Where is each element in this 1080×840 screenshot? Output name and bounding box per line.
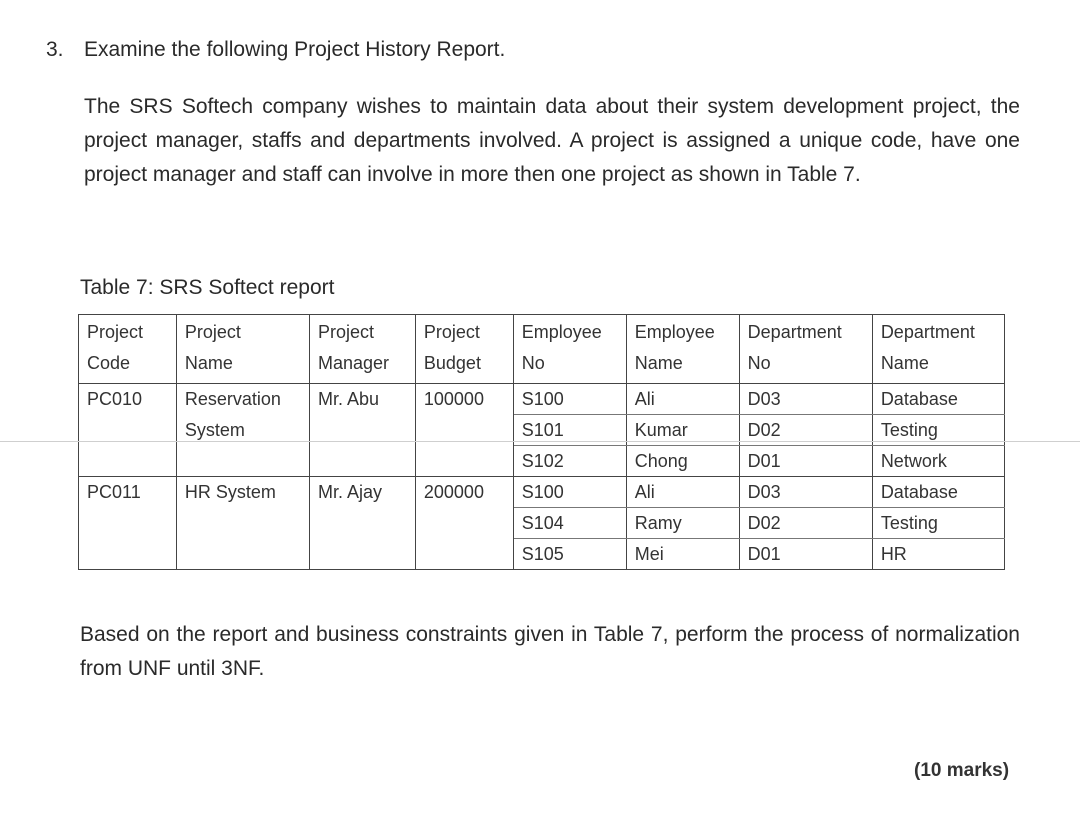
project-budget-cell: 200000 — [415, 477, 513, 508]
employee-name-cell: Chong — [626, 446, 739, 477]
project-manager-cell — [309, 539, 415, 570]
project-budget-cell: 100000 — [415, 384, 513, 415]
department-no-cell: D01 — [739, 539, 872, 570]
department-no-cell: D01 — [739, 446, 872, 477]
conclusion-paragraph: Based on the report and business constraints given in Table 7, perform the process of normalization from UNF until 3NF. — [80, 623, 1020, 680]
table-row — [79, 477, 1005, 508]
employee-no-cell: S100 — [513, 384, 626, 415]
intro-paragraph: The SRS Softech company wishes to maintain data about their system development project, the project manager, staffs and departments involved. A project is assigned a unique code, have one project manager and staff can involve in more then one project as shown in Table 7. — [84, 95, 1020, 186]
project-budget-cell — [415, 446, 513, 477]
project-name-cell: Reservation — [176, 384, 309, 415]
project-name-cell — [176, 446, 309, 477]
project-code-cell: PC010 — [79, 384, 177, 415]
employee-name-cell: Ali — [626, 384, 739, 415]
employee-name-cell: Kumar — [626, 415, 739, 446]
project-name-cell: HR System — [176, 477, 309, 508]
table-body — [79, 384, 1005, 570]
table-row — [79, 539, 1005, 570]
employee-name-cell: Mei — [626, 539, 739, 570]
project-code-cell: PC011 — [79, 477, 177, 508]
header-employee-name: Employee Name — [626, 315, 739, 384]
department-no-cell: D02 — [739, 415, 872, 446]
table-row — [79, 446, 1005, 477]
project-code-cell — [79, 508, 177, 539]
employee-no-cell: S104 — [513, 508, 626, 539]
project-report-table — [78, 314, 1005, 570]
project-name-cell: System — [176, 415, 309, 446]
header-row — [79, 315, 1005, 384]
table-caption: Table 7: SRS Softect report — [80, 276, 335, 299]
employee-name-cell: Ramy — [626, 508, 739, 539]
employee-no-cell: S100 — [513, 477, 626, 508]
question-number: 3. — [46, 38, 64, 61]
employee-no-cell: S105 — [513, 539, 626, 570]
department-name-cell: Database — [872, 477, 1004, 508]
project-code-cell — [79, 539, 177, 570]
project-budget-cell — [415, 539, 513, 570]
header-department-name: Department Name — [872, 315, 1004, 384]
header-project-name: Project Name — [176, 315, 309, 384]
department-no-cell: D03 — [739, 477, 872, 508]
employee-no-cell: S101 — [513, 415, 626, 446]
header-employee-no: Employee No — [513, 315, 626, 384]
project-manager-cell — [309, 446, 415, 477]
marks-label: (10 marks) — [914, 760, 1010, 781]
department-no-cell: D03 — [739, 384, 872, 415]
project-manager-cell — [309, 508, 415, 539]
department-name-cell: Database — [872, 384, 1004, 415]
question-title: Examine the following Project History Report. — [84, 38, 506, 61]
employee-no-cell: S102 — [513, 446, 626, 477]
project-budget-cell — [415, 508, 513, 539]
project-code-cell — [79, 446, 177, 477]
table-row — [79, 384, 1005, 415]
project-name-cell — [176, 508, 309, 539]
department-name-cell: HR — [872, 539, 1004, 570]
header-department-no: Department No — [739, 315, 872, 384]
table-header — [79, 315, 1005, 384]
table-row — [79, 508, 1005, 539]
project-manager-cell: Mr. Abu — [309, 384, 415, 415]
employee-name-cell: Ali — [626, 477, 739, 508]
department-no-cell: D02 — [739, 508, 872, 539]
header-project-code: Project Code — [79, 315, 177, 384]
scan-fold-line — [0, 441, 1080, 442]
header-project-manager: Project Manager — [309, 315, 415, 384]
department-name-cell: Network — [872, 446, 1004, 477]
header-project-budget: Project Budget — [415, 315, 513, 384]
project-manager-cell: Mr. Ajay — [309, 477, 415, 508]
department-name-cell: Testing — [872, 508, 1004, 539]
department-name-cell: Testing — [872, 415, 1004, 446]
project-name-cell — [176, 539, 309, 570]
